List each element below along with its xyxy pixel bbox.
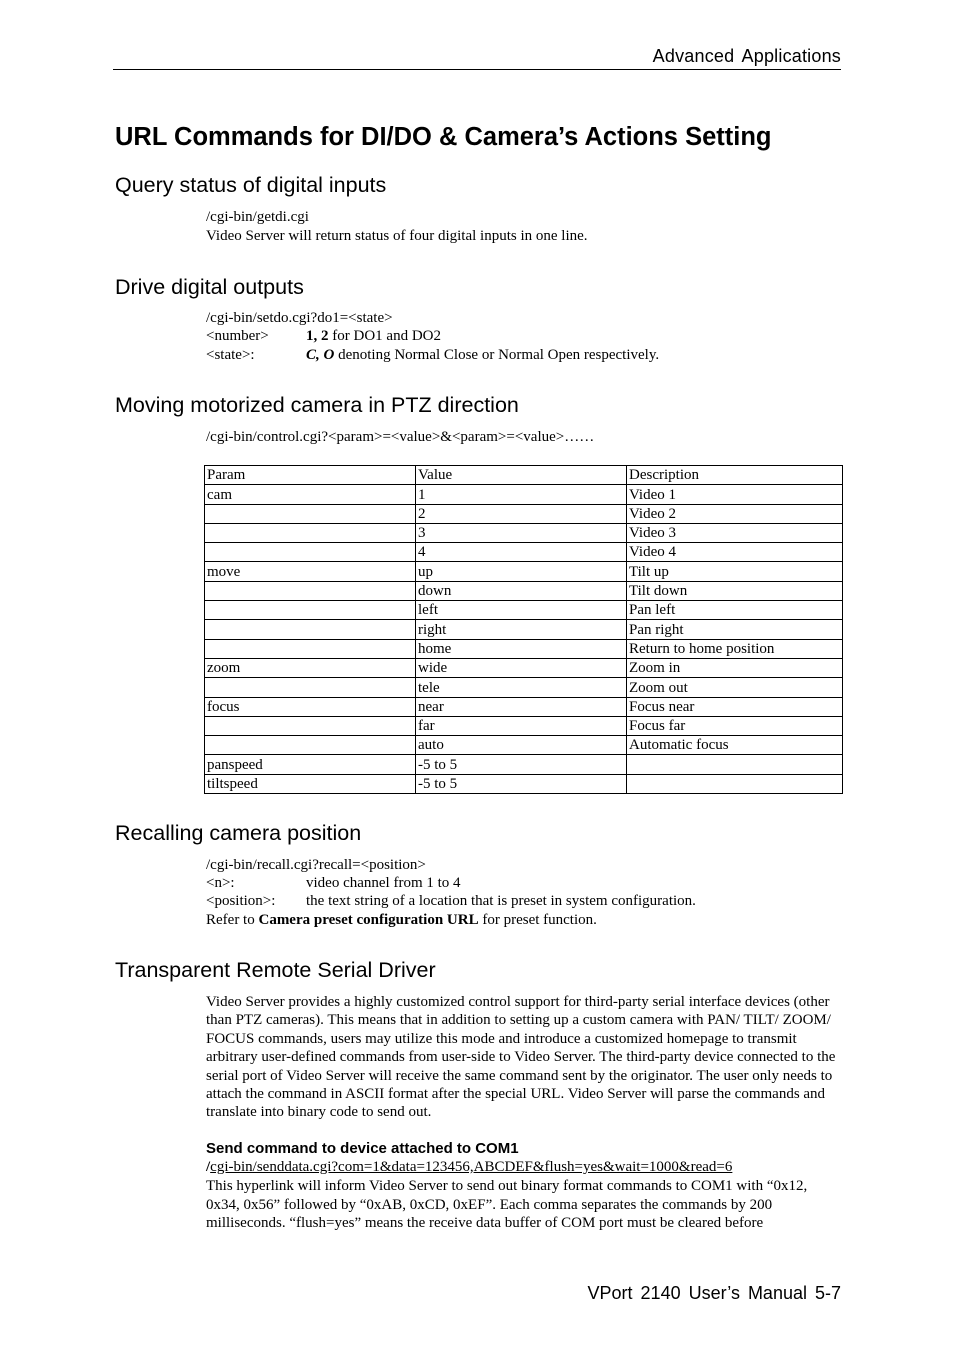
com1-paragraph: This hyperlink will inform Video Server to send out binary format commands to COM1 with “0x12, 0x34, 0x56” followed by “0xAB, 0xCD, 0xEF”. Each comma separates the commands by 200 milliseconds. “flush=yes” means the receive data buffer of COM port must be cleared before	[206, 1178, 808, 1232]
value-cell: right	[416, 620, 627, 639]
value-cell: 3	[416, 523, 627, 542]
table-row	[205, 774, 843, 793]
serial-paragraph-text: Video Server provides a highly customized control support for third-party serial interface devices (other than PTZ cameras). This means that in addition to setting up a custom camera with PAN/ TILT/ ZOOM/ FOCUS commands, users may utilize this mode and introduce a customized homepage to transmit arbitrary user-defined commands from user-side to Video Server. The third-party device connected to the serial port of Video Server will receive the same command sent by the originator. The user only needs to attach the command in ASCII format after the special URL. Video Server will parse the commands and translate into binary code to send out.	[206, 994, 836, 1121]
description-cell: Pan right	[627, 620, 843, 639]
value-cell: 2	[416, 504, 627, 523]
position-term: <position>:	[206, 893, 276, 909]
n-desc: video channel from 1 to 4	[306, 875, 461, 891]
value-cell: -5 to 5	[416, 774, 627, 793]
running-footer: VPort 2140 User’s Manual 5-7	[587, 1283, 841, 1303]
description-cell: Pan left	[627, 601, 843, 620]
table-row	[205, 620, 843, 639]
value-cell: tele	[416, 678, 627, 697]
param-cell	[205, 504, 416, 523]
table-row	[205, 562, 843, 581]
param-cell: zoom	[205, 658, 416, 677]
drive-do-state-line	[206, 346, 659, 365]
param-cell	[205, 736, 416, 755]
heading-query-di: Query status of digital inputs	[115, 173, 387, 197]
table-row	[205, 601, 843, 620]
com1-url-link[interactable]: cgi-bin/senddata.cgi?com=1&data=123456,ABCDEF&flush=yes&wait=1000&read=6	[210, 1159, 733, 1175]
drive-do-number-line	[206, 327, 441, 346]
param-cell: cam	[205, 485, 416, 504]
position-desc: the text string of a location that is preset in system configuration.	[306, 893, 696, 909]
number-desc: for DO1 and DO2	[328, 328, 441, 344]
description-cell: Tilt down	[627, 581, 843, 600]
param-cell	[205, 543, 416, 562]
description-cell: Zoom in	[627, 658, 843, 677]
recall-position-line	[206, 892, 696, 911]
com1-heading: Send command to device attached to COM1	[206, 1140, 519, 1157]
table-header-row	[205, 466, 843, 485]
running-header	[113, 44, 841, 70]
recall-n-line	[206, 874, 461, 893]
com1-url-line[interactable]	[206, 1158, 732, 1177]
recall-url: /cgi-bin/recall.cgi?recall=<position>	[206, 857, 426, 873]
table-row	[205, 697, 843, 716]
description-cell: Focus near	[627, 697, 843, 716]
value-cell: 1	[416, 485, 627, 504]
param-cell	[205, 620, 416, 639]
query-di-url: /cgi-bin/getdi.cgi	[206, 209, 309, 225]
value-cell: near	[416, 697, 627, 716]
recall-refer-line	[206, 911, 597, 930]
table-row	[205, 504, 843, 523]
header-cell-param: Param	[205, 466, 416, 485]
ptz-parameter-table	[204, 465, 843, 794]
drive-do-url: /cgi-bin/setdo.cgi?do1=<state>	[206, 310, 393, 326]
table-row	[205, 736, 843, 755]
description-cell: Automatic focus	[627, 736, 843, 755]
table-row	[205, 485, 843, 504]
description-cell	[627, 755, 843, 774]
value-cell: up	[416, 562, 627, 581]
state-term: <state>:	[206, 347, 255, 363]
table-row	[205, 639, 843, 658]
value-cell: 4	[416, 543, 627, 562]
number-values: 1, 2	[306, 328, 329, 344]
description-cell: Zoom out	[627, 678, 843, 697]
heading-drive-do: Drive digital outputs	[115, 275, 304, 299]
number-term: <number>	[206, 328, 269, 344]
description-cell: Video 2	[627, 504, 843, 523]
param-cell: panspeed	[205, 755, 416, 774]
description-cell: Video 1	[627, 485, 843, 504]
refer-prefix: Refer to	[206, 912, 259, 928]
state-desc: denoting Normal Close or Normal Open respectively.	[334, 347, 660, 363]
n-term: <n>:	[206, 875, 235, 891]
value-cell: far	[416, 716, 627, 735]
description-cell	[627, 774, 843, 793]
param-cell: focus	[205, 697, 416, 716]
param-cell	[205, 678, 416, 697]
value-cell: home	[416, 639, 627, 658]
heading-ptz: Moving motorized camera in PTZ direction	[115, 393, 519, 417]
param-cell	[205, 581, 416, 600]
param-cell: move	[205, 562, 416, 581]
com1-url-slash: /	[206, 1159, 211, 1175]
table-row	[205, 658, 843, 677]
value-cell: wide	[416, 658, 627, 677]
page-title: URL Commands for DI/DO & Camera’s Actions Setting	[115, 123, 772, 151]
param-cell	[205, 601, 416, 620]
value-cell: down	[416, 581, 627, 600]
refer-suffix: for preset function.	[478, 912, 597, 928]
table-row	[205, 581, 843, 600]
header-cell-value: Value	[416, 466, 627, 485]
serial-paragraph	[206, 993, 838, 1122]
param-cell	[205, 716, 416, 735]
description-cell: Focus far	[627, 716, 843, 735]
value-cell: -5 to 5	[416, 755, 627, 774]
table-row	[205, 716, 843, 735]
state-values: C, O	[306, 347, 335, 363]
header-cell-description: Description	[627, 466, 843, 485]
ptz-url: /cgi-bin/control.cgi?<param>=<value>&<param>=<value>……	[206, 429, 595, 445]
table-row	[205, 678, 843, 697]
value-cell: auto	[416, 736, 627, 755]
table-row	[205, 543, 843, 562]
header-section-title: Advanced Applications	[652, 46, 841, 66]
refer-link-text: Camera preset configuration URL	[258, 912, 479, 928]
table-row	[205, 523, 843, 542]
description-cell: Video 4	[627, 543, 843, 562]
param-cell	[205, 639, 416, 658]
description-cell: Return to home position	[627, 639, 843, 658]
param-cell: tiltspeed	[205, 774, 416, 793]
table-row	[205, 755, 843, 774]
value-cell: left	[416, 601, 627, 620]
heading-serial: Transparent Remote Serial Driver	[115, 958, 436, 982]
param-cell	[205, 523, 416, 542]
heading-recall: Recalling camera position	[115, 821, 362, 845]
description-cell: Video 3	[627, 523, 843, 542]
query-di-desc: Video Server will return status of four digital inputs in one line.	[206, 228, 588, 244]
description-cell: Tilt up	[627, 562, 843, 581]
